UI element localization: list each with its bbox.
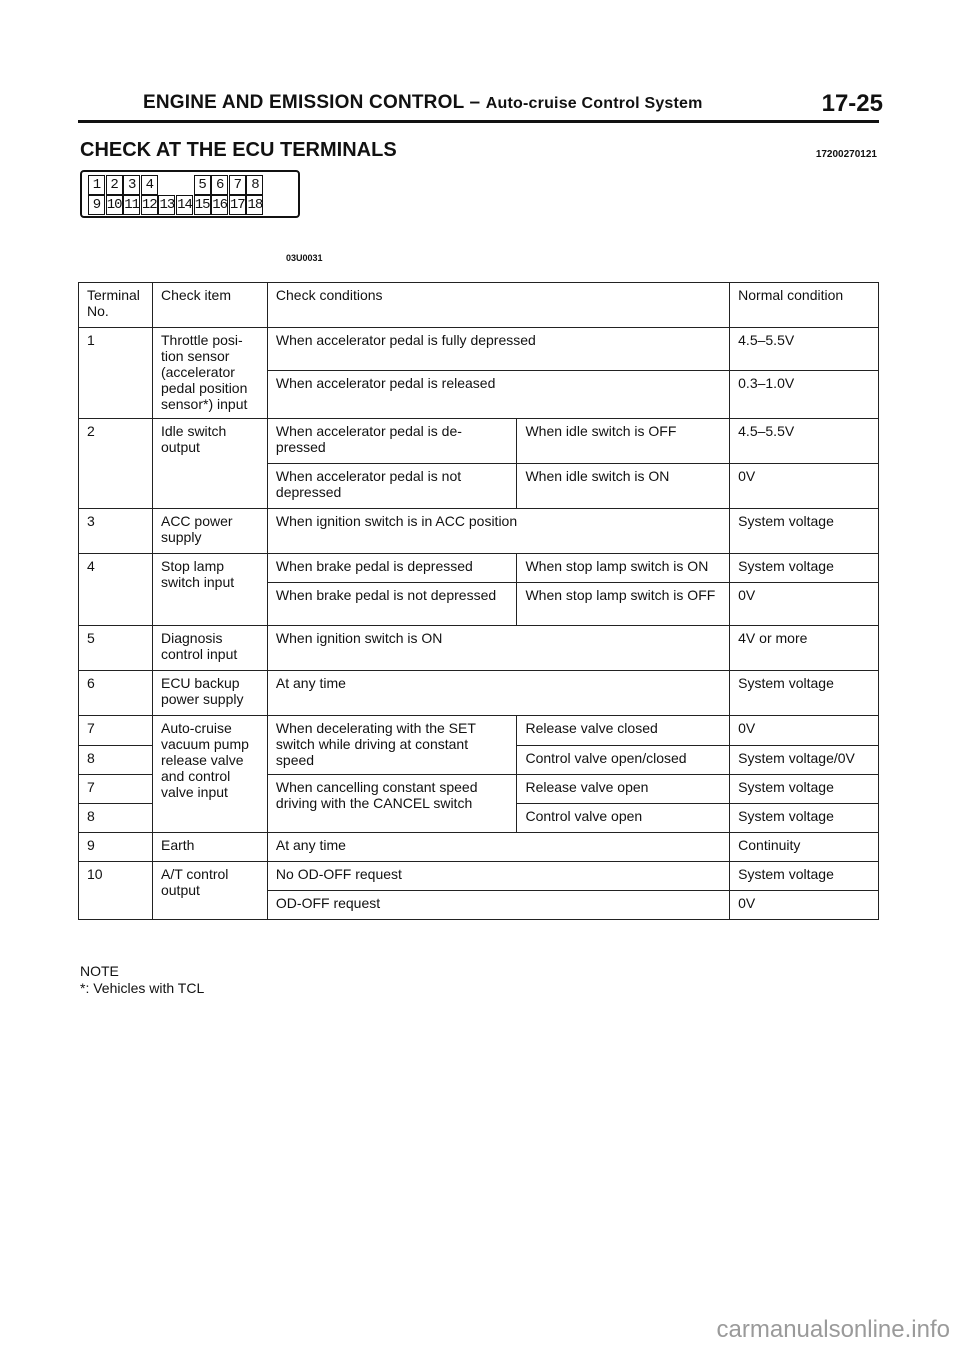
- connector-pin-2: 2: [106, 175, 123, 195]
- table-row: When brake pedal is not depressed When stop lamp switch is OFF 0V: [79, 583, 879, 626]
- terminal-check-table: [78, 282, 879, 920]
- section-title: CHECK AT THE ECU TERMINALS: [80, 139, 397, 161]
- table-row: 2 Idle switch output When accelerator pedal is de- pressed When idle switch is OFF 4.5–5.5V: [79, 419, 879, 464]
- connector-pin-10: 10: [106, 197, 122, 213]
- header-rule: [78, 120, 879, 123]
- table-row: 9 Earth At any time Continuity: [79, 833, 879, 862]
- connector-pin-17: 17: [229, 197, 245, 213]
- connector-pin-12: 12: [141, 197, 157, 213]
- connector-pin-7: 7: [229, 175, 246, 195]
- section-code: 17200270121: [815, 149, 877, 160]
- watermark: carmanualsonline.info: [716, 1316, 950, 1343]
- page-header: [143, 90, 883, 120]
- header-check-item: Check item: [152, 283, 267, 328]
- header-check-conditions: Check conditions: [267, 283, 729, 328]
- connector-pin-16: 16: [212, 197, 228, 213]
- connector-pin-11: 11: [124, 197, 140, 213]
- table-row: 7 When cancelling constant speed driving with the CANCEL switch Release valve open System voltage: [79, 775, 879, 804]
- table-header-row: [79, 283, 879, 328]
- note-text: *: Vehicles with TCL: [80, 980, 205, 996]
- connector-pin-3: 3: [123, 175, 140, 195]
- connector-pin-15: 15: [194, 197, 210, 213]
- table-row: When accelerator pedal is released 0.3–1.0V: [79, 370, 879, 418]
- connector-pin-1: 1: [88, 175, 105, 195]
- connector-pin-6: 6: [211, 175, 228, 195]
- table-row: 10 A/T control output No OD-OFF request System voltage: [79, 862, 879, 891]
- table-row: OD-OFF request 0V: [79, 891, 879, 920]
- table-row: 4 Stop lamp switch input When brake pedal is depressed When stop lamp switch is ON System voltage: [79, 554, 879, 583]
- note-block: [80, 963, 204, 997]
- header-title: ENGINE AND EMISSION CONTROL – Auto-cruise Control System: [143, 92, 703, 113]
- connector-pin-8: 8: [246, 175, 263, 195]
- table-row: 8 Control valve open/closed System voltage/0V: [79, 745, 879, 775]
- connector-pin-18: 18: [247, 197, 263, 213]
- header-normal-condition: Normal condition: [730, 283, 879, 328]
- table-row: When accelerator pedal is not depressed When idle switch is ON 0V: [79, 464, 879, 509]
- page-number: 17-25: [821, 90, 883, 117]
- connector-pin-14: 14: [177, 197, 192, 213]
- ecu-connector-diagram: [80, 170, 300, 218]
- figure-code: 03U0031: [286, 253, 323, 263]
- table-row: 3 ACC power supply When ignition switch is in ACC position System voltage: [79, 509, 879, 554]
- connector-pin-4: 4: [141, 175, 158, 195]
- table-row: 8 Control valve open System voltage: [79, 804, 879, 833]
- connector-pin-13: 13: [159, 197, 175, 213]
- table-row: 6 ECU backup power supply At any time System voltage: [79, 671, 879, 716]
- connector-pin-9: 9: [88, 195, 105, 215]
- table-row: 1 Throttle posi- tion sensor (accelerator pedal position sensor*) input When accelerator pedal is fully depressed 4.5–5.5V: [79, 328, 879, 371]
- note-heading: NOTE: [80, 963, 119, 979]
- table-row: 7 Auto-cruise vacuum pump release valve and control valve input When decelerating with the SET switch while driving at constant speed Release valve closed 0V: [79, 716, 879, 746]
- table-row: 5 Diagnosis control input When ignition switch is ON 4V or more: [79, 626, 879, 671]
- header-terminal: Terminal No.: [79, 283, 153, 328]
- header-subtitle: Auto-cruise Control System: [485, 95, 703, 112]
- connector-pin-5: 5: [194, 175, 211, 195]
